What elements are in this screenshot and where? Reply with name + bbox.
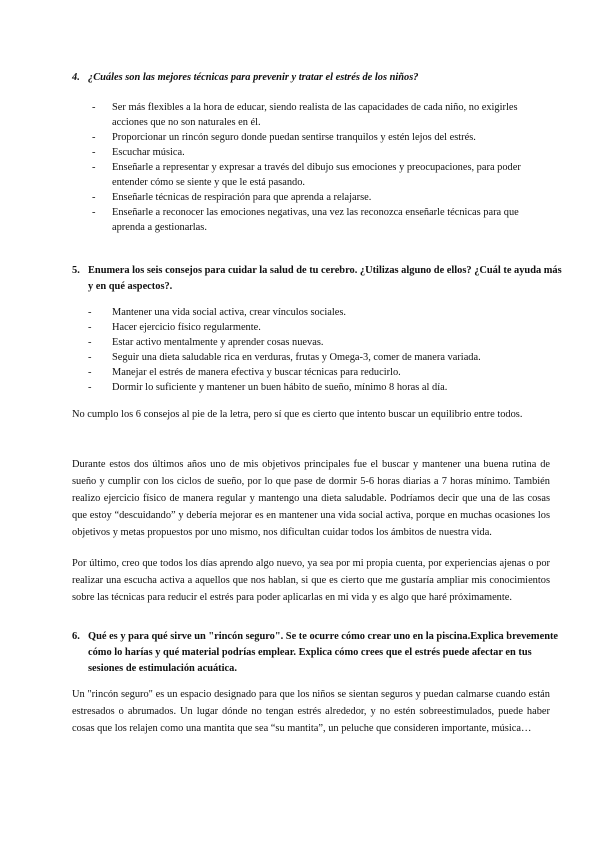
list-item: - Estar activo mentalmente y aprender cosas nuevas. — [88, 335, 558, 350]
q5-list — [88, 305, 558, 395]
list-item: - Dormir lo suficiente y mantener un buen hábito de sueño, mínimo 8 horas al día. — [88, 380, 558, 395]
question-4-heading — [72, 70, 568, 86]
q5-paragraph-2: Durante estos dos últimos años uno de mis objetivos principales fue el buscar y mantener una buena rutina de sueño y cumplir con los ciclos de sueño, por lo que pase de dormir 5-6 horas diarias a 7 horas mínimo. También realizo ejercicio físico de manera regular y mantengo una dieta saludable. Podríamos decir que una de las cosas que estoy “descuidando” y debería mejorar es en mantener una vida social activa, porque en muchas ocasiones los objetivos y metas propuestos por uno mismo, nos dificultan cuidar todos los ámbitos de nuestra vida. — [72, 459, 550, 538]
q6-answer: Un "rincón seguro" es un espacio designado para que los niños se sientan seguros y puedan calmarse cuando están estresados o abrumados. Un lugar dónde no tengan estrés alrededor, y no estén sobreestimulados, puede haber cosas que los relajen como una mantita que sea “su mantita”, un peluche que consideren importante, música… — [72, 689, 550, 734]
question-text: Qué es y para qué sirve un "rincón seguro". Se te ocurre cómo crear uno en la piscina.Explica brevemente cómo lo harías y qué material podrías emplear. Explica cómo crees que el estrés puede afectar en tus sesiones de estimulación acuática. — [88, 631, 559, 674]
question-text: Enumera los seis consejos para cuidar la salud de tu cerebro. ¿Utilizas alguno de ellos? ¿Cuál te ayuda más y en qué aspectos?. — [88, 265, 562, 292]
list-item: - Mantener una vida social activa, crear vínculos sociales. — [88, 305, 558, 320]
list-item: - Proporcionar un rincón seguro donde puedan sentirse tranquilos y estén lejos del estrés. — [92, 130, 552, 145]
list-item: - Enseñarle técnicas de respiración para que aprenda a relajarse. — [92, 190, 552, 205]
list-item: - Enseñarle a representar y expresar a través del dibujo sus emociones y preocupaciones, para poder entender cómo se siente y que le está pasando. — [92, 160, 552, 190]
list-item: - Manejar el estrés de manera efectiva y buscar técnicas para reducirlo. — [88, 365, 558, 380]
list-item: - Hacer ejercicio físico regularmente. — [88, 320, 558, 335]
list-item: - Enseñarle a reconocer las emociones negativas, una vez las reconozca enseñarle técnicas para que aprenda a gestionarlas. — [92, 205, 552, 235]
question-number: 6. — [72, 631, 80, 642]
list-item: - Seguir una dieta saludable rica en verduras, frutas y Omega-3, comer de manera variada. — [88, 350, 558, 365]
question-6-heading — [72, 629, 568, 677]
list-item: - Escuchar música. — [92, 145, 552, 160]
q4-list — [92, 100, 552, 235]
question-5-heading — [72, 263, 568, 295]
q5-paragraph-3: Por último, creo que todos los días aprendo algo nuevo, ya sea por mi propia cuenta, por experiencias ajenas o por realizar una escucha activa a aquellos que nos hablan, si que es cierto que me gustaría ampliar mis conocimientos sobre las técnicas para reducir el estrés para poder aplicarlas en mi vida y es algo que haré próximamente. — [72, 558, 550, 603]
list-item: - Ser más flexibles a la hora de educar, siendo realista de las capacidades de cada niño, no exigirles acciones que no son naturales en él. — [92, 100, 552, 130]
question-number: 5. — [72, 265, 80, 276]
q5-paragraph-1: No cumplo los 6 consejos al pie de la letra, pero sí que es cierto que intento buscar un equilibrio entre todos. — [72, 409, 523, 420]
question-number: 4. — [72, 72, 80, 83]
question-text: ¿Cuáles son las mejores técnicas para prevenir y tratar el estrés de los niños? — [88, 72, 419, 83]
